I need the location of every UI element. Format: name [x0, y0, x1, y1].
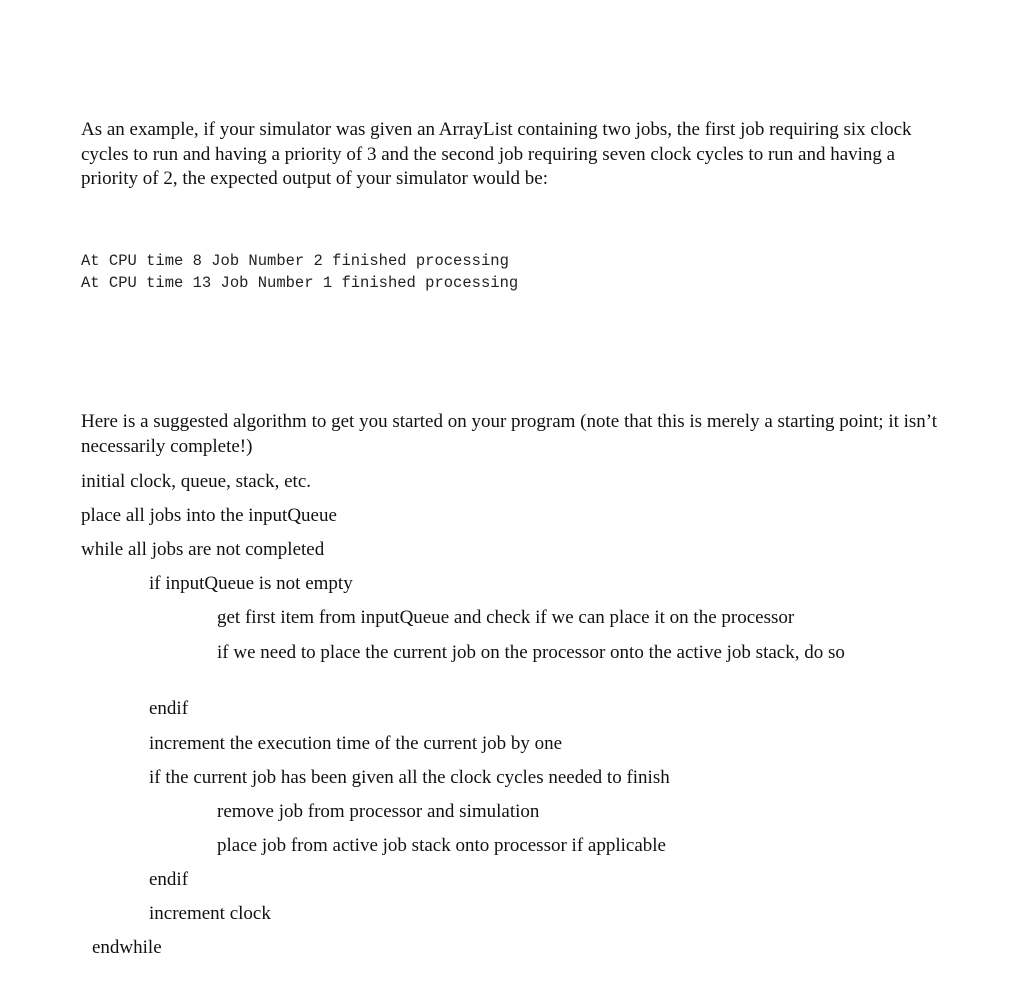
algorithm-step: get first item from inputQueue and check if we can place it on the processor — [217, 607, 795, 628]
algorithm-step: place job from active job stack onto processor if applicable — [217, 835, 666, 856]
algorithm-step: endif — [149, 869, 189, 890]
algorithm-step: increment the execution time of the current job by one — [149, 733, 563, 754]
algorithm-step: remove job from processor and simulation — [217, 801, 540, 822]
algorithm-step: endwhile — [92, 937, 162, 958]
algorithm-step: while all jobs are not completed — [81, 539, 325, 560]
algorithm-step: if inputQueue is not empty — [149, 573, 353, 594]
output-line: At CPU time 8 Job Number 2 finished processing — [81, 252, 509, 270]
algorithm-intro-paragraph: Here is a suggested algorithm to get you started on your program (note that this is merely a starting point; it isn’t necessarily complete!) — [81, 411, 938, 457]
algorithm-step: place all jobs into the inputQueue — [81, 505, 337, 526]
algorithm-step: if we need to place the current job on the processor onto the active job stack, do so — [217, 642, 845, 663]
output-line: At CPU time 13 Job Number 1 finished processing — [81, 274, 519, 292]
algorithm-step: initial clock, queue, stack, etc. — [81, 471, 312, 492]
intro-paragraph: As an example, if your simulator was given an ArrayList containing two jobs, the first job requiring six clock cycles to run and having a priority of 3 and the second job requiring seven clock cycles to run and having a priority of 2, the expected output of your simulator would be: — [81, 119, 912, 189]
algorithm-step: increment clock — [149, 903, 271, 924]
algorithm-step: if the current job has been given all the clock cycles needed to finish — [149, 767, 670, 788]
algorithm-step: endif — [149, 698, 189, 719]
